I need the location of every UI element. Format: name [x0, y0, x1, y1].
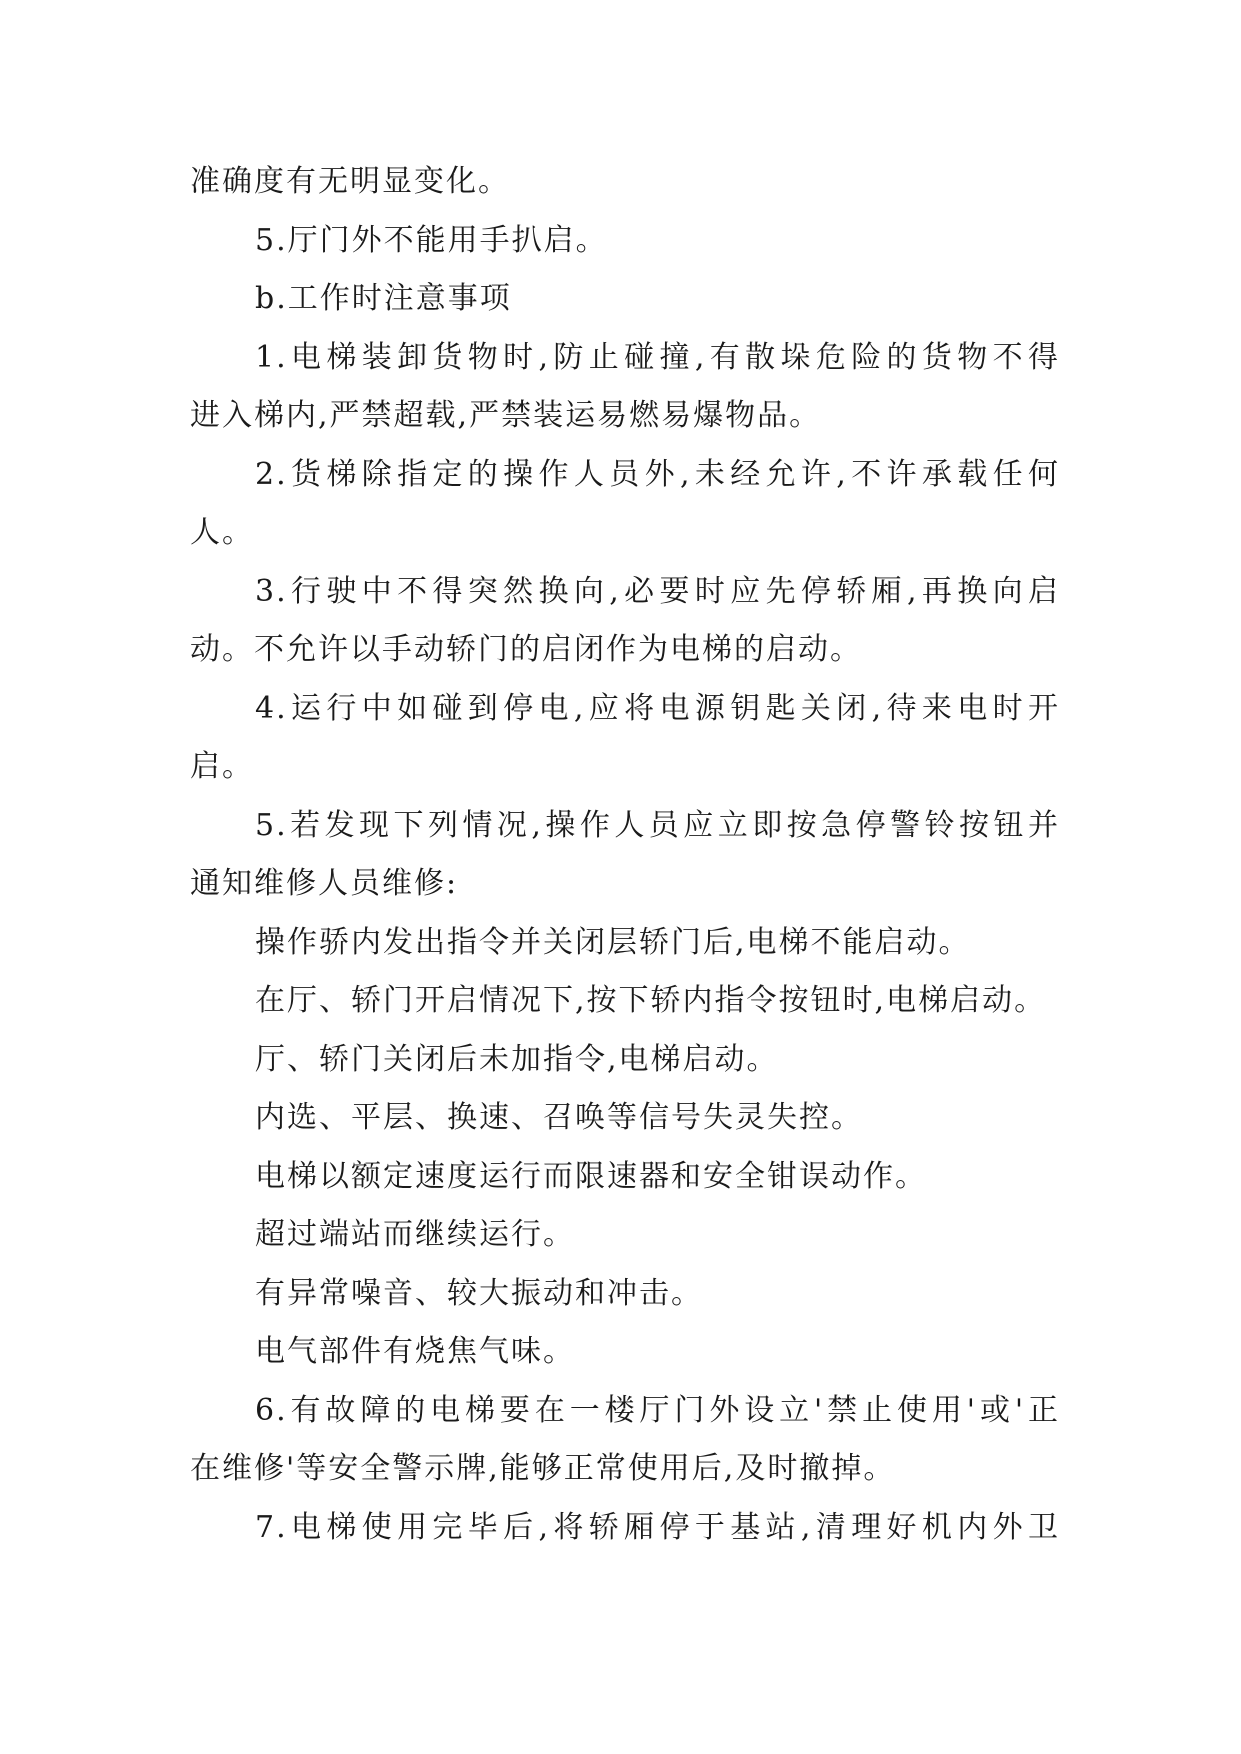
section-heading: b.工作时注意事项: [255, 281, 512, 316]
text-line: 3.行驶中不得突然换向,必要时应先停轿厢,再换向启: [255, 573, 1060, 609]
text-line: 7.电梯使用完毕后,将轿厢停于基站,清理好机内外卫: [255, 1509, 1060, 1545]
text-line: 进入梯内,严禁超载,严禁装运易燃易爆物品。: [190, 398, 822, 433]
list-item: 内选、平层、换速、召唤等信号失灵失控。: [255, 1100, 863, 1135]
text-line: 5.厅门外不能用手扒启。: [255, 222, 608, 258]
text-line: 在维修'等安全警示牌,能够正常使用后,及时撤掉。: [190, 1451, 896, 1486]
text-line: 2.货梯除指定的操作人员外,未经允许,不许承载任何: [255, 456, 1060, 492]
list-item: 有异常噪音、较大振动和冲击。: [255, 1275, 703, 1311]
list-item: 电气部件有烧焦气味。: [255, 1334, 575, 1369]
text-line: 1.电梯装卸货物时,防止碰撞,有散垛危险的货物不得: [255, 339, 1060, 375]
text-line: 通知维修人员维修:: [190, 866, 459, 901]
text-line: 启。: [190, 749, 254, 784]
text-line: 6.有故障的电梯要在一楼厅门外设立'禁止使用'或'正: [255, 1392, 1060, 1428]
list-item: 厅、轿门关闭后未加指令,电梯启动。: [255, 1041, 779, 1077]
list-item: 在厅、轿门开启情况下,按下轿内指令按钮时,电梯启动。: [255, 983, 1047, 1018]
text-line: 人。: [190, 515, 254, 550]
list-item: 电梯以额定速度运行而限速器和安全钳误动作。: [255, 1158, 927, 1194]
list-item: 超过端站而继续运行。: [255, 1217, 575, 1252]
text-line: 5.若发现下列情况,操作人员应立即按急停警铃按钮并: [255, 807, 1060, 843]
text-line: 动。不允许以手动轿门的启闭作为电梯的启动。: [190, 632, 862, 667]
text-line: 准确度有无明显变化。: [190, 164, 510, 199]
body-text: [190, 153, 1060, 1557]
text-line: 4.运行中如碰到停电,应将电源钥匙关闭,待来电时开: [255, 690, 1060, 726]
list-item: 操作骄内发出指令并关闭层轿门后,电梯不能启动。: [255, 924, 971, 960]
